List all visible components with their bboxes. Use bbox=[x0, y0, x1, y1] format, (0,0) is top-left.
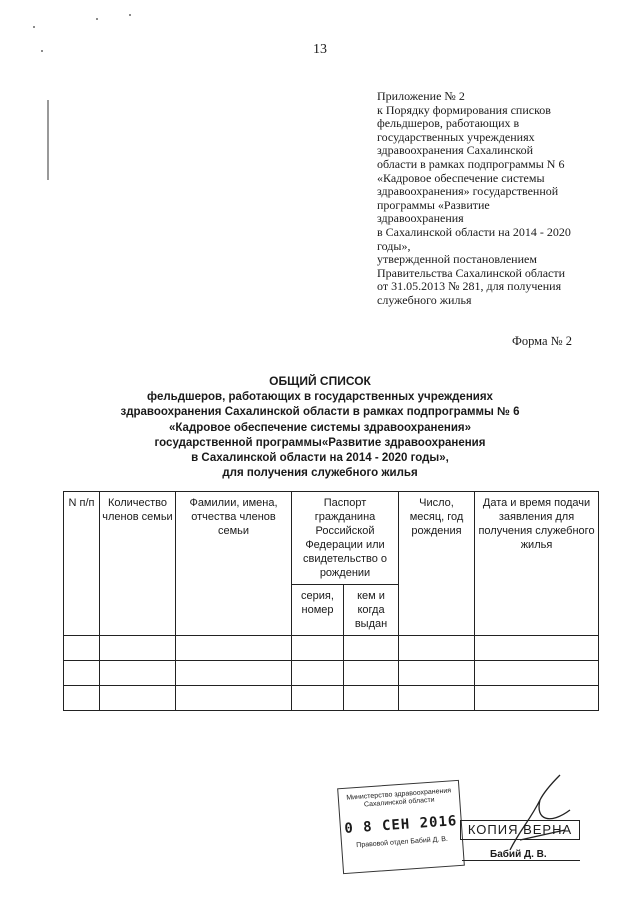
appendix-line: к Порядку формирования списков bbox=[377, 102, 551, 117]
table-cell bbox=[100, 636, 176, 661]
subheader-series: серия, номер bbox=[292, 585, 344, 636]
table-cell bbox=[292, 686, 344, 711]
page-number: 13 bbox=[313, 42, 327, 57]
table-cell bbox=[399, 686, 475, 711]
title-line: здравоохранения Сахалинской области в рамках подпрограммы № 6 bbox=[120, 406, 520, 419]
stamp-dept: Правовой отдел Бабий Д. В. bbox=[356, 835, 449, 850]
scan-margin-mark bbox=[47, 100, 49, 180]
table-cell bbox=[475, 636, 599, 661]
stamp-ministry: Министерство здравоохранения Сахалинской области bbox=[346, 787, 452, 809]
appendix-line: служебного жилья bbox=[377, 292, 472, 307]
table-cell bbox=[475, 661, 599, 686]
table-row bbox=[64, 686, 599, 711]
table-cell bbox=[292, 661, 344, 686]
ministry-stamp bbox=[337, 780, 465, 874]
title-line: фельдшеров, работающих в государственных учреждениях bbox=[147, 391, 493, 404]
header-num: N п/п bbox=[64, 492, 100, 636]
header-family-count: Количество членов семьи bbox=[100, 492, 176, 636]
speck bbox=[129, 14, 131, 16]
table-row bbox=[64, 636, 599, 661]
appendix-line: в Сахалинской области на 2014 - 2020 bbox=[377, 224, 571, 239]
appendix-line: «Кадровое обеспечение системы bbox=[377, 170, 545, 185]
title-line: для получения служебного жилья bbox=[222, 467, 418, 480]
appendix-line: государственных учреждениях bbox=[377, 129, 535, 144]
table-cell bbox=[399, 661, 475, 686]
form-label: Форма № 2 bbox=[512, 334, 572, 348]
document-title bbox=[0, 374, 640, 481]
table-cell bbox=[344, 636, 399, 661]
speck bbox=[96, 18, 98, 20]
signature bbox=[500, 770, 580, 860]
table-cell bbox=[100, 686, 176, 711]
table-cell bbox=[292, 636, 344, 661]
table-cell bbox=[399, 636, 475, 661]
title-main: ОБЩИЙ СПИСОК bbox=[269, 374, 371, 388]
appendix-line: от 31.05.2013 № 281, для получения bbox=[377, 279, 562, 294]
table-cell bbox=[344, 686, 399, 711]
table-cell bbox=[64, 661, 100, 686]
header-names: Фамилии, имена, отчества членов семьи bbox=[176, 492, 292, 636]
appendix-line: здравоохранения Сахалинской bbox=[377, 143, 534, 158]
appendix-line: фельдшеров, работающих в bbox=[377, 116, 520, 131]
appendix-block bbox=[377, 90, 607, 308]
table-cell bbox=[64, 636, 100, 661]
header-passport: Паспорт гражданина Российской Федерации или свидетельство о рождении bbox=[292, 492, 399, 585]
title-line: «Кадровое обеспечение системы здравоохранения» bbox=[169, 421, 471, 434]
appendix-line: Приложение № 2 bbox=[377, 89, 465, 103]
appendix-line: годы», bbox=[377, 238, 411, 253]
table-cell bbox=[176, 636, 292, 661]
title-line: государственной программы«Развитие здравоохранения bbox=[154, 436, 486, 449]
header-submission: Дата и время подачи заявления для получения служебного жилья bbox=[475, 492, 599, 636]
appendix-line: здравоохранения bbox=[377, 211, 464, 226]
table-cell bbox=[176, 661, 292, 686]
appendix-line: здравоохранения» государственной bbox=[377, 184, 559, 199]
table-cell bbox=[100, 661, 176, 686]
table-cell bbox=[344, 661, 399, 686]
title-line: в Сахалинской области на 2014 - 2020 годы», bbox=[191, 452, 449, 465]
subheader-issued: кем и когда выдан bbox=[344, 585, 399, 636]
table-cell bbox=[475, 686, 599, 711]
stamp-date: 0 8 СЕН 2016 bbox=[343, 813, 458, 837]
table-row bbox=[64, 661, 599, 686]
appendix-line: программы «Развитие bbox=[377, 197, 490, 212]
copy-stamp-underline bbox=[462, 860, 580, 861]
appendix-line: Правительства Сахалинской области bbox=[377, 265, 566, 280]
speck bbox=[33, 26, 35, 28]
table-cell bbox=[176, 686, 292, 711]
appendix-line: области в рамках подпрограммы N 6 bbox=[377, 156, 565, 171]
general-list-table bbox=[63, 491, 599, 711]
copy-stamp-name: Бабий Д. В. bbox=[490, 849, 547, 860]
copy-verified-stamp: КОПИЯ ВЕРНА bbox=[460, 820, 580, 840]
table-cell bbox=[64, 686, 100, 711]
header-birth-date: Число, месяц, год рождения bbox=[399, 492, 475, 636]
appendix-line: утвержденной постановлением bbox=[377, 252, 537, 267]
